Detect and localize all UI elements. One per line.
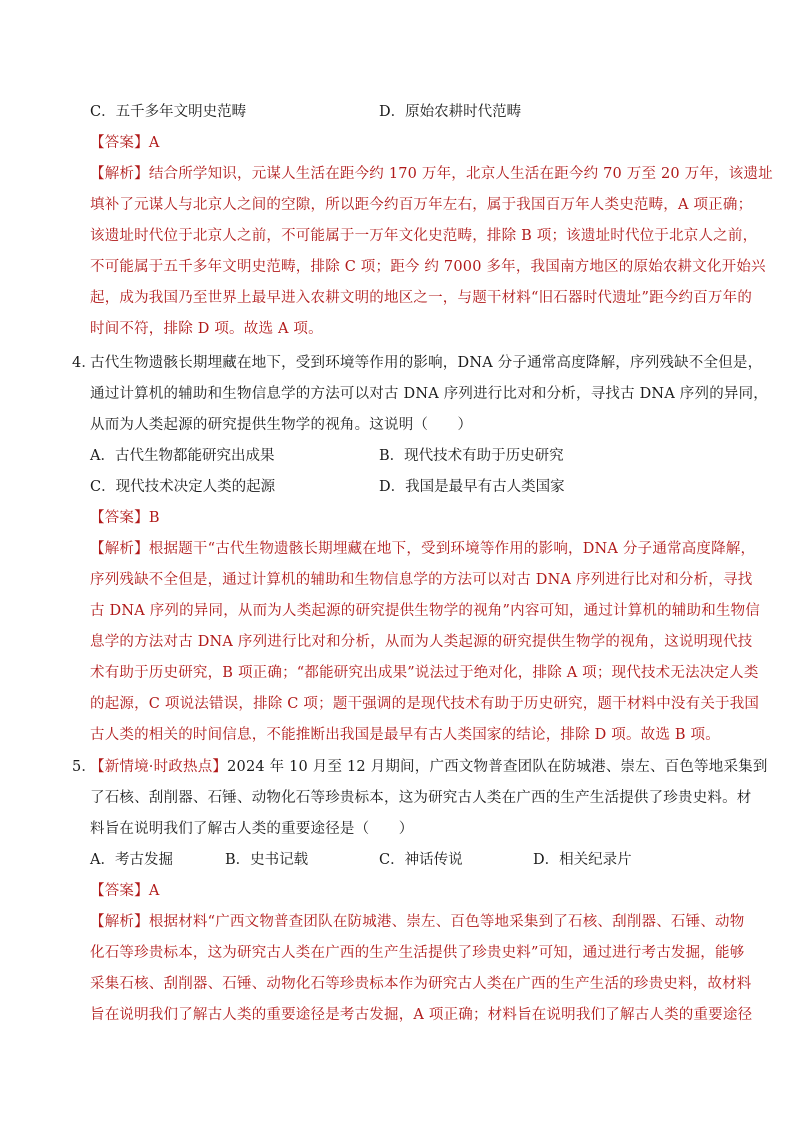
q5-stem-text: 2024 年 10 月至 12 月期间，广西文物普查团队在防城港、崇左、百色等地采集到 (227, 759, 768, 775)
q4-analysis-line-2: 序列残缺不全但是，通过计算机的辅助和生物信息学的方法可以对古 DNA 序列进行比对和分析，寻找 (90, 572, 753, 588)
q5-answer (90, 881, 159, 901)
q5-stem-line-2: 了石核、刮削器、石锤、动物化石等珍贵标本，这为研究古人类在广西的生产生活提供了珍贵史料。材 (90, 790, 752, 806)
q3-analysis-line-1 (90, 164, 773, 184)
q4-option-a: A．古代生物都能研究出成果 (90, 448, 275, 464)
q5-option-c: C．神话传说 (379, 852, 463, 868)
q3-option-c: C．五千多年文明史范畴 (90, 104, 247, 120)
q5-stem-line-1 (90, 757, 768, 777)
q5-analysis-line-3: 采集石核、刮削器、石锤、动物化石等珍贵标本作为研究古人类在广西的生产生活的珍贵史料，故材料 (90, 976, 752, 992)
answer-tag: 【答案】 (90, 883, 149, 899)
q4-option-d: D．我国是最早有古人类国家 (379, 479, 565, 495)
q4-number: 4． (72, 355, 97, 371)
answer-value: A (148, 883, 160, 899)
q3-analysis-line-4: 不可能属于五千多年文明史范畴，排除 C 项；距今 约 7000 多年，我国南方地区的原始农耕文化开始兴 (90, 259, 766, 275)
q5-option-d: D．相关纪录片 (533, 852, 632, 868)
answer-value: B (148, 510, 160, 526)
q5-tag: 【新情境·时政热点】 (90, 759, 228, 775)
q3-option-d: D．原始农耕时代范畴 (379, 104, 522, 120)
q3-analysis-line-2: 填补了元谋人与北京人之间的空隙，所以距今约百万年左右，属于我国百万年人类史范畴，A 项正确； (90, 197, 753, 213)
q5-option-a: A．考古发掘 (90, 852, 173, 868)
answer-tag: 【答案】 (90, 510, 149, 526)
q4-analysis-line-4: 息学的方法对古 DNA 序列进行比对和分析，从而为人类起源的研究提供生物学的视角，这说明现代技 (90, 634, 753, 650)
analysis-text: 根据题干“古代生物遗骸长期埋藏在地下，受到环境等作用的影响，DNA 分子通常高度降解， (148, 541, 756, 557)
q3-analysis-line-5: 起，成为我国乃至世界上最早进入农耕文明的地区之一，与题干材料“旧石器时代遗址”距今约百万年的 (90, 290, 753, 306)
q3-analysis-line-3: 该遗址时代位于北京人之前，不可能属于一万年文化史范畴，排除 B 项；该遗址时代位于北京人之前， (90, 228, 758, 244)
analysis-text: 结合所学知识，元谋人生活在距今约 170 万年，北京人生活在距今约 70 万至 20 万年，该遗址 (148, 166, 773, 182)
q4-stem-line-3: 从而为人类起源的研究提供生物学的视角。这说明（ ） (90, 417, 473, 433)
q3-analysis-line-6: 时间不符，排除 D 项。故选 A 项。 (90, 321, 323, 337)
q4-analysis-line-3: 古 DNA 序列的异同，从而为人类起源的研究提供生物学的视角”内容可知，通过计算机的辅助和生物信 (90, 603, 761, 619)
q4-option-b: B．现代技术有助于历史研究 (379, 448, 564, 464)
q5-analysis-line-2: 化石等珍贵标本，这为研究古人类在广西的生产生活提供了珍贵史料”可知，通过进行考古发掘，能够 (90, 945, 745, 961)
analysis-tag: 【解析】 (90, 914, 149, 930)
q4-analysis-line-1 (90, 539, 755, 559)
q4-stem-line-1: 古代生物遗骸长期埋藏在地下，受到环境等作用的影响，DNA 分子通常高度降解，序列残缺不全但是， (90, 355, 763, 371)
answer-tag: 【答案】 (90, 135, 149, 151)
answer-value: A (148, 135, 160, 151)
q4-stem-line-2: 通过计算机的辅助和生物信息学的方法可以对古 DNA 序列进行比对和分析，寻找古 DNA 序列的异同， (90, 386, 769, 402)
q5-stem-line-3: 料旨在说明我们了解古人类的重要途径是（ ） (90, 821, 414, 837)
analysis-tag: 【解析】 (90, 541, 149, 557)
q5-number: 5． (72, 759, 97, 775)
q4-analysis-line-7: 古人类的相关的时间信息，不能推断出我国是最早有古人类国家的结论，排除 D 项。故选 B 项。 (90, 727, 720, 743)
analysis-tag: 【解析】 (90, 166, 149, 182)
q5-option-b: B．史书记载 (225, 852, 309, 868)
analysis-text: 根据材料“广西文物普查团队在防城港、崇左、百色等地采集到了石核、刮削器、石锤、动物 (148, 914, 745, 930)
q4-option-c: C．现代技术决定人类的起源 (90, 479, 276, 495)
q4-analysis-line-5: 术有助于历史研究，B 项正确；“都能研究出成果”说法过于绝对化，排除 A 项；现代技术无法决定人类 (90, 665, 759, 681)
q3-answer (90, 133, 159, 153)
q5-analysis-line-4: 旨在说明我们了解古人类的重要途径是考古发掘，A 项正确；材料旨在说明我们了解古人类的重要途径 (90, 1007, 753, 1023)
q4-analysis-line-6: 的起源，C 项说法错误，排除 C 项；题干强调的是现代技术有助于历史研究，题干材料中没有关于我国 (90, 696, 760, 712)
q5-analysis-line-1 (90, 912, 744, 932)
q4-answer (90, 508, 160, 528)
